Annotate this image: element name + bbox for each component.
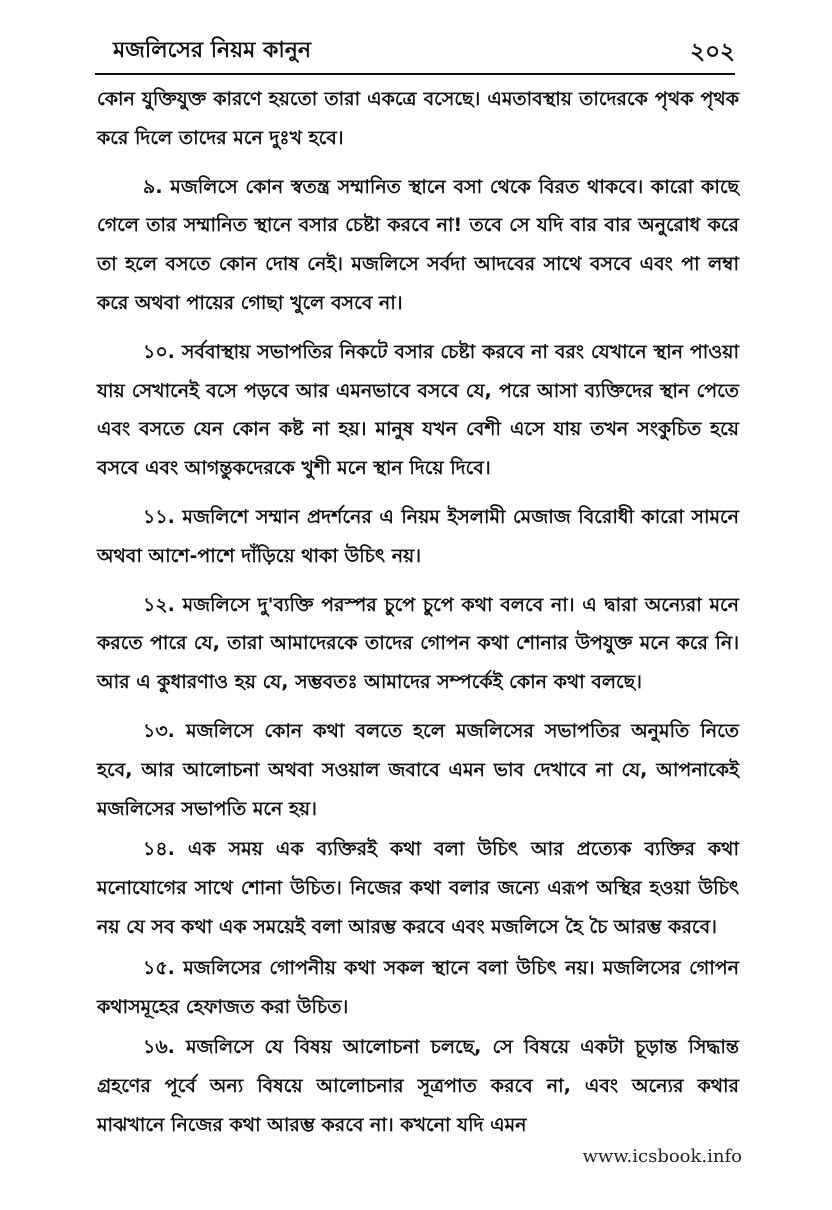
header-divider <box>95 73 735 75</box>
page-body <box>97 80 739 1145</box>
paragraph-rule-15: ১৫. মজলিসের গোপনীয় কথা সকল স্থানে বলা উচিৎ নয়। মজলিসের গোপন কথাসমূহের হেফাজত করা উচিত। <box>97 956 739 1018</box>
source-url: www.icsbook.info <box>582 1146 742 1167</box>
paragraph-rule-10: ১০. সর্ববাস্থায় সভাপতির নিকটে বসার চেষ্টা করবে না বরং যেখানে স্থান পাওয়া যায় সেখানেই বসে পড়বে আর এমনভাবে বসবে যে, পরে আসা ব্যক্তিদের স্থান পেতে এবং বসতে যেন কোন কষ্ট না হয়। মানুষ যখন বেশী এসে যায় তখন সংকুচিত হয়ে বসবে এবং আগন্তুকদেরকে খুশী মনে স্থান দিয়ে দিবে। <box>97 340 739 480</box>
page-header <box>95 33 735 73</box>
running-title: মজলিসের নিয়ম কানুন <box>113 38 312 63</box>
paragraph-rule-16: ১৬. মজলিসে যে বিষয় আলোচনা চলছে, সে বিষয়ে একটা চূড়ান্ত সিদ্ধান্ত গ্রহণের পূর্বে অন্য বিষয়ে আলোচনার সূত্রপাত করবে না, এবং অন্যের কথার মাঝখানে নিজের কথা আরম্ভ করবে না। কখনো যদি এমন <box>97 1036 739 1136</box>
paragraph-rule-11: ১১. মজলিশে সম্মান প্রদর্শনের এ নিয়ম ইসলামী মেজাজ বিরোধী কারো সামনে অথবা আশে-পাশে দাঁড়িয়ে থাকা উচিৎ নয়। <box>97 505 739 567</box>
paragraph-rule-13: ১৩. মজলিসে কোন কথা বলতে হলে মজলিসের সভাপতির অনুমতি নিতে হবে, আর আলোচনা অথবা সওয়াল জবাবে এমন ভাব দেখাবে না যে, আপনাকেই মজলিসের সভাপতি মনে হয়। <box>97 719 739 820</box>
paragraph-rule-9: ৯. মজলিসে কোন স্বতন্ত্র সম্মানিত স্থানে বসা থেকে বিরত থাকবে। কারো কাছে গেলে তার সম্মানিত স্থানে বসার চেষ্টা করবে না! তবে সে যদি বার বার অনুরোধ করে তা হলে বসতে কোন দোষ নেই। মজলিসে সর্বদা আদবের সাথে বসবে এবং পা লম্বা করে অথবা পায়ের গোছা খুলে বসবে না। <box>97 175 739 314</box>
paragraph-continuation: কোন যুক্তিযুক্ত কারণে হয়তো তারা একত্রে বসেছে। এমতাবস্থায় তাদেরকে পৃথক পৃথক করে দিলে তাদের মনে দুঃখ হবে। <box>97 88 739 149</box>
paragraph-rule-14: ১৪. এক সময় এক ব্যক্তিরই কথা বলা উচিৎ আর প্রত্যেক ব্যক্তির কথা মনোযোগের সাথে শোনা উচিত। নিজের কথা বলার জন্যে এরূপ অস্থির হওয়া উচিৎ নয় যে সব কথা এক সময়েই বলা আরম্ভ করবে এবং মজলিসে হৈ চৈ আরম্ভ করবে। <box>97 838 739 938</box>
page-number: ২০২ <box>690 39 735 65</box>
paragraph-rule-12: ১২. মজলিসে দু'ব্যক্তি পরস্পর চুপে চুপে কথা বলবে না। এ দ্বারা অন্যেরা মনে করতে পারে যে, তারা আমাদেরকে তাদের গোপন কথা শোনার উপযুক্ত মনে করে নি। আর এ কুধারণাও হয় যে, সম্ভবতঃ আমাদের সম্পর্কেই কোন কথা বলছে। <box>97 593 739 694</box>
